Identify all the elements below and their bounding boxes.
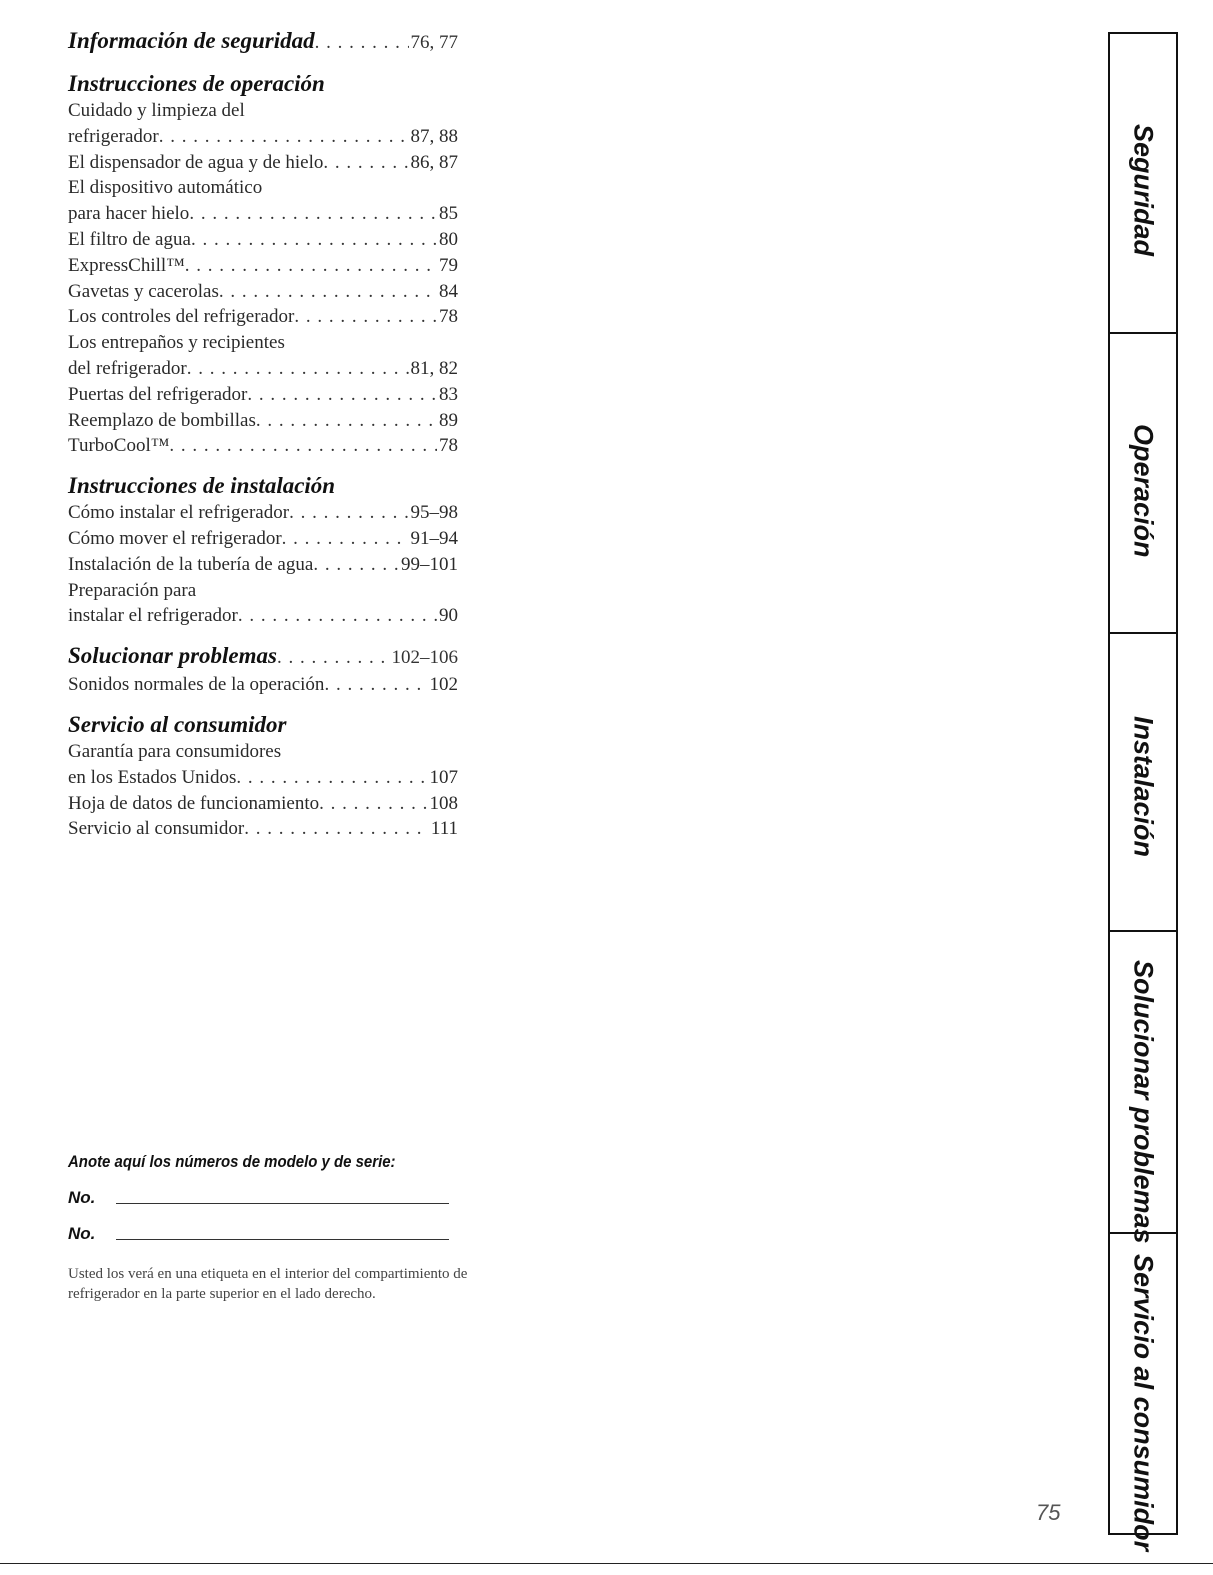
toc-entry (68, 433, 458, 459)
toc-entry-pages: 102 (429, 674, 458, 696)
toc-entry-pages: 78 (439, 435, 458, 457)
toc-entry-label: Cómo mover el refrigerador (68, 527, 282, 549)
section-tabs (1108, 32, 1178, 1552)
toc-entry (68, 124, 458, 150)
toc-entry-label: El filtro de agua (68, 228, 191, 250)
toc-entry (68, 227, 458, 253)
toc-entry (68, 408, 458, 434)
toc-section-operacion (68, 69, 458, 459)
toc-entry-pages: 87, 88 (410, 125, 458, 147)
toc-entry-pages: 90 (439, 605, 458, 627)
toc-entry (68, 201, 458, 227)
toc-entry-pages: 111 (430, 818, 458, 840)
toc-entry (68, 304, 458, 330)
model-number-row (68, 1186, 468, 1208)
toc-entry-pages: 80 (439, 228, 458, 250)
toc-entry-label: Servicio al consumidor (68, 818, 245, 840)
section-title-problemas: Solucionar problemas (68, 643, 277, 669)
tab-operacion[interactable] (1108, 424, 1178, 558)
toc-entry-label: El dispositivo automático (68, 177, 263, 199)
toc-section-instalacion (68, 471, 458, 629)
bottom-rule (0, 1563, 1213, 1564)
toc-entry-label: TurboCool™ (68, 435, 170, 457)
toc-entry-label: Preparación para (68, 579, 197, 601)
section-title-operacion: Instrucciones de operación (68, 71, 325, 96)
toc-entry (68, 603, 458, 629)
toc-section-problemas (68, 641, 458, 698)
toc-entry (68, 279, 458, 305)
tab-label-instalacion: Instalación (1128, 716, 1159, 858)
toc-entry-label: Sonidos normales de la operación (68, 674, 325, 696)
toc-entry (68, 552, 458, 578)
toc-entry-label: ExpressChill™ (68, 254, 185, 276)
toc-entry-label: Los controles del refrigerador (68, 306, 295, 328)
toc-entry-pages: 85 (439, 203, 458, 225)
toc-entry (68, 500, 458, 526)
section-title-servicio: Servicio al consumidor (68, 711, 287, 737)
toc-entry-pages: 108 (429, 792, 458, 814)
toc-entry-label: Cuidado y limpieza del (68, 100, 245, 121)
serial-number-line (116, 1238, 449, 1240)
table-of-contents (68, 26, 458, 854)
section-pages-informacion: 76, 77 (410, 32, 458, 53)
model-serial-block (68, 1152, 468, 1304)
page-number: 75 (1036, 1500, 1061, 1525)
toc-entry-label: para hacer hielo (68, 203, 190, 225)
toc-entry-label: instalar el refrigerador (68, 605, 238, 627)
section-title-instalacion: Instrucciones de instalación (68, 473, 336, 499)
toc-entry (68, 816, 458, 842)
section-pages-problemas: 102–106 (391, 647, 458, 669)
toc-entry-label: Puertas del refrigerador (68, 383, 248, 405)
toc-entry-pages: 99–101 (401, 553, 458, 575)
toc-entry-label: en los Estados Unidos (68, 766, 237, 788)
toc-entry (68, 150, 458, 176)
toc-entry-pages: 91–94 (410, 527, 458, 549)
section-title-informacion: Información de seguridad (68, 28, 315, 53)
toc-entry (68, 791, 458, 817)
toc-entry-label: Gavetas y cacerolas (68, 280, 219, 302)
toc-entry (68, 356, 458, 382)
tab-label-operacion: Operación (1128, 424, 1159, 558)
toc-entry (68, 382, 458, 408)
toc-entry (68, 765, 458, 791)
toc-entry-pages: 81, 82 (410, 357, 458, 379)
toc-entry-pages: 95–98 (410, 502, 458, 524)
toc-entry-label: refrigerador (68, 125, 159, 147)
toc-entry-label: Los entrepaños y recipientes (68, 332, 285, 354)
toc-entry-pages: 89 (439, 409, 458, 431)
toc-entry-pages: 79 (439, 254, 458, 276)
toc-entry-label: Garantía para consumidores (68, 740, 282, 762)
toc-section-informacion (68, 26, 458, 57)
toc-entry-pages: 78 (439, 306, 458, 328)
toc-entry-label: Hoja de datos de funcionamiento (68, 792, 320, 814)
toc-entry (68, 672, 458, 698)
tab-solucionar-problemas[interactable] (1108, 960, 1178, 1244)
toc-entry-label: El dispensador de agua y de hielo (68, 151, 324, 173)
serial-number-row (68, 1222, 468, 1244)
toc-entry-label: del refrigerador (68, 357, 187, 379)
toc-entry-pages: 83 (439, 383, 458, 405)
model-number-line (116, 1202, 449, 1204)
tab-label-solucionar-problemas: Solucionar problemas (1128, 960, 1159, 1244)
toc-entry-pages: 84 (439, 280, 458, 302)
toc-entry-pages: 107 (429, 766, 458, 788)
tab-servicio-al-consumidor[interactable] (1108, 1254, 1178, 1551)
tab-seguridad[interactable] (1108, 124, 1178, 256)
toc-entry-label: Instalación de la tubería de agua (68, 553, 314, 575)
toc-section-servicio (68, 710, 458, 842)
tab-label-servicio-al-consumidor: Servicio al consumidor (1128, 1254, 1159, 1552)
toc-entry (68, 253, 458, 279)
model-serial-heading: Anote aquí los números de modelo y de serie: (68, 1152, 396, 1171)
model-serial-note: Usted los verá en una etiqueta en el interior del compartimiento de refrigerador en la parte superior en el lado derecho. (68, 1266, 468, 1302)
toc-entry (68, 526, 458, 552)
toc-entry-label: Reemplazo de bombillas (68, 409, 256, 431)
toc-entry-pages: 86, 87 (410, 151, 458, 173)
tab-label-seguridad: Seguridad (1128, 124, 1159, 257)
tab-instalacion[interactable] (1108, 716, 1178, 857)
model-number-label: No. (68, 1188, 96, 1207)
toc-entry-label: Cómo instalar el refrigerador (68, 502, 290, 524)
serial-number-label: No. (68, 1224, 96, 1243)
